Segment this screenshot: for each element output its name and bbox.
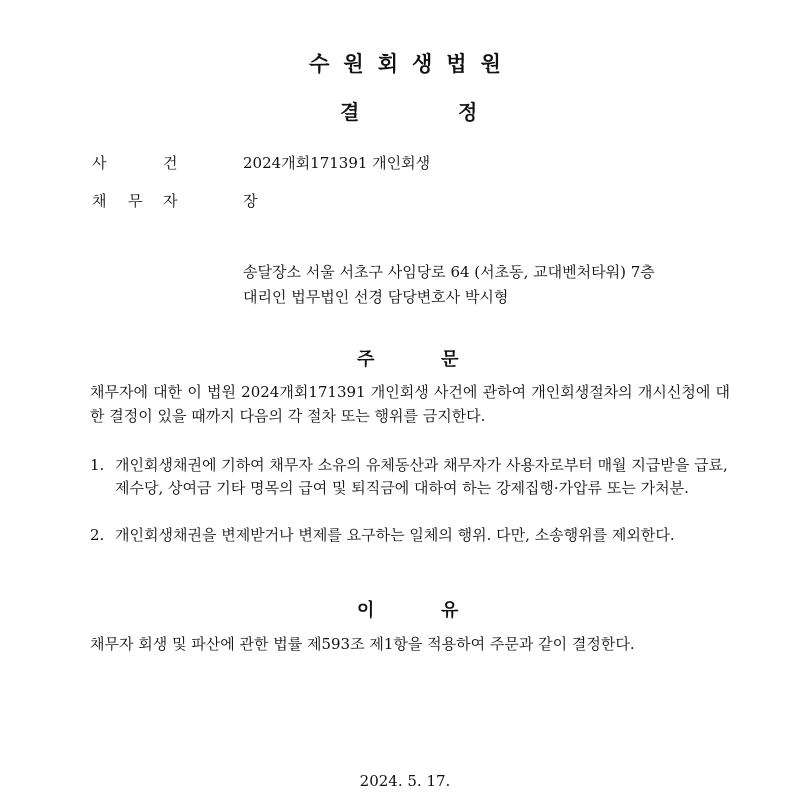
debtor-label-char-1: 채 [92, 192, 107, 210]
reason-text: 채무자 회생 및 파산에 관한 법률 제593조 제1항을 적용하여 주문과 같이 결정한다. [90, 635, 635, 653]
order-item-1-number: 1. [90, 456, 105, 474]
debtor-label-char-3: 자 [163, 192, 178, 210]
order-text: 채무자에 대한 이 법원 2024개회171391 개인회생 사건에 관하여 개인회생절차의 개시신청에 대한 결정이 있을 때까지 다음의 각 절차 또는 행위를 금지한다. [90, 383, 730, 425]
order-item-2-text: 개인회생채권을 변제받거나 변제를 요구하는 일체의 행위. 다만, 소송행위를 제외한다. [115, 526, 675, 544]
document-title-right: 정 [458, 100, 478, 124]
debtor-name: 장 [243, 192, 258, 210]
case-number: 2024개회171391 개인회생 [243, 154, 431, 172]
reason-heading-left: 이 [357, 600, 375, 621]
order-heading-right: 문 [441, 349, 459, 370]
order-item-1 [90, 454, 730, 500]
order-item-2-number: 2. [90, 526, 105, 544]
order-heading-left: 주 [357, 349, 375, 370]
case-label-char-1: 사 [92, 154, 107, 172]
service-address: 송달장소 서울 서초구 사임당로 64 (서초동, 교대벤처타워) 7층 [243, 263, 655, 281]
reason-heading-right: 유 [441, 600, 459, 621]
order-item-2 [90, 524, 730, 547]
legal-agent: 대리인 법무법인 선경 담당변호사 박시형 [243, 288, 509, 306]
court-name: 수원회생법원 [309, 52, 515, 76]
document-title-left: 결 [340, 100, 360, 124]
decision-date: 2024. 5. 17. [359, 772, 451, 790]
case-label-char-2: 건 [163, 154, 178, 172]
order-item-1-text: 개인회생채권에 기하여 채무자 소유의 유체동산과 채무자가 사용자로부터 매월 지급받을 급료, 제수당, 상여금 기타 명목의 급여 및 퇴직금에 대하여 하는 강제집행·가압류 또는 가처분. [115, 456, 728, 497]
debtor-label-char-2: 무 [128, 192, 143, 210]
